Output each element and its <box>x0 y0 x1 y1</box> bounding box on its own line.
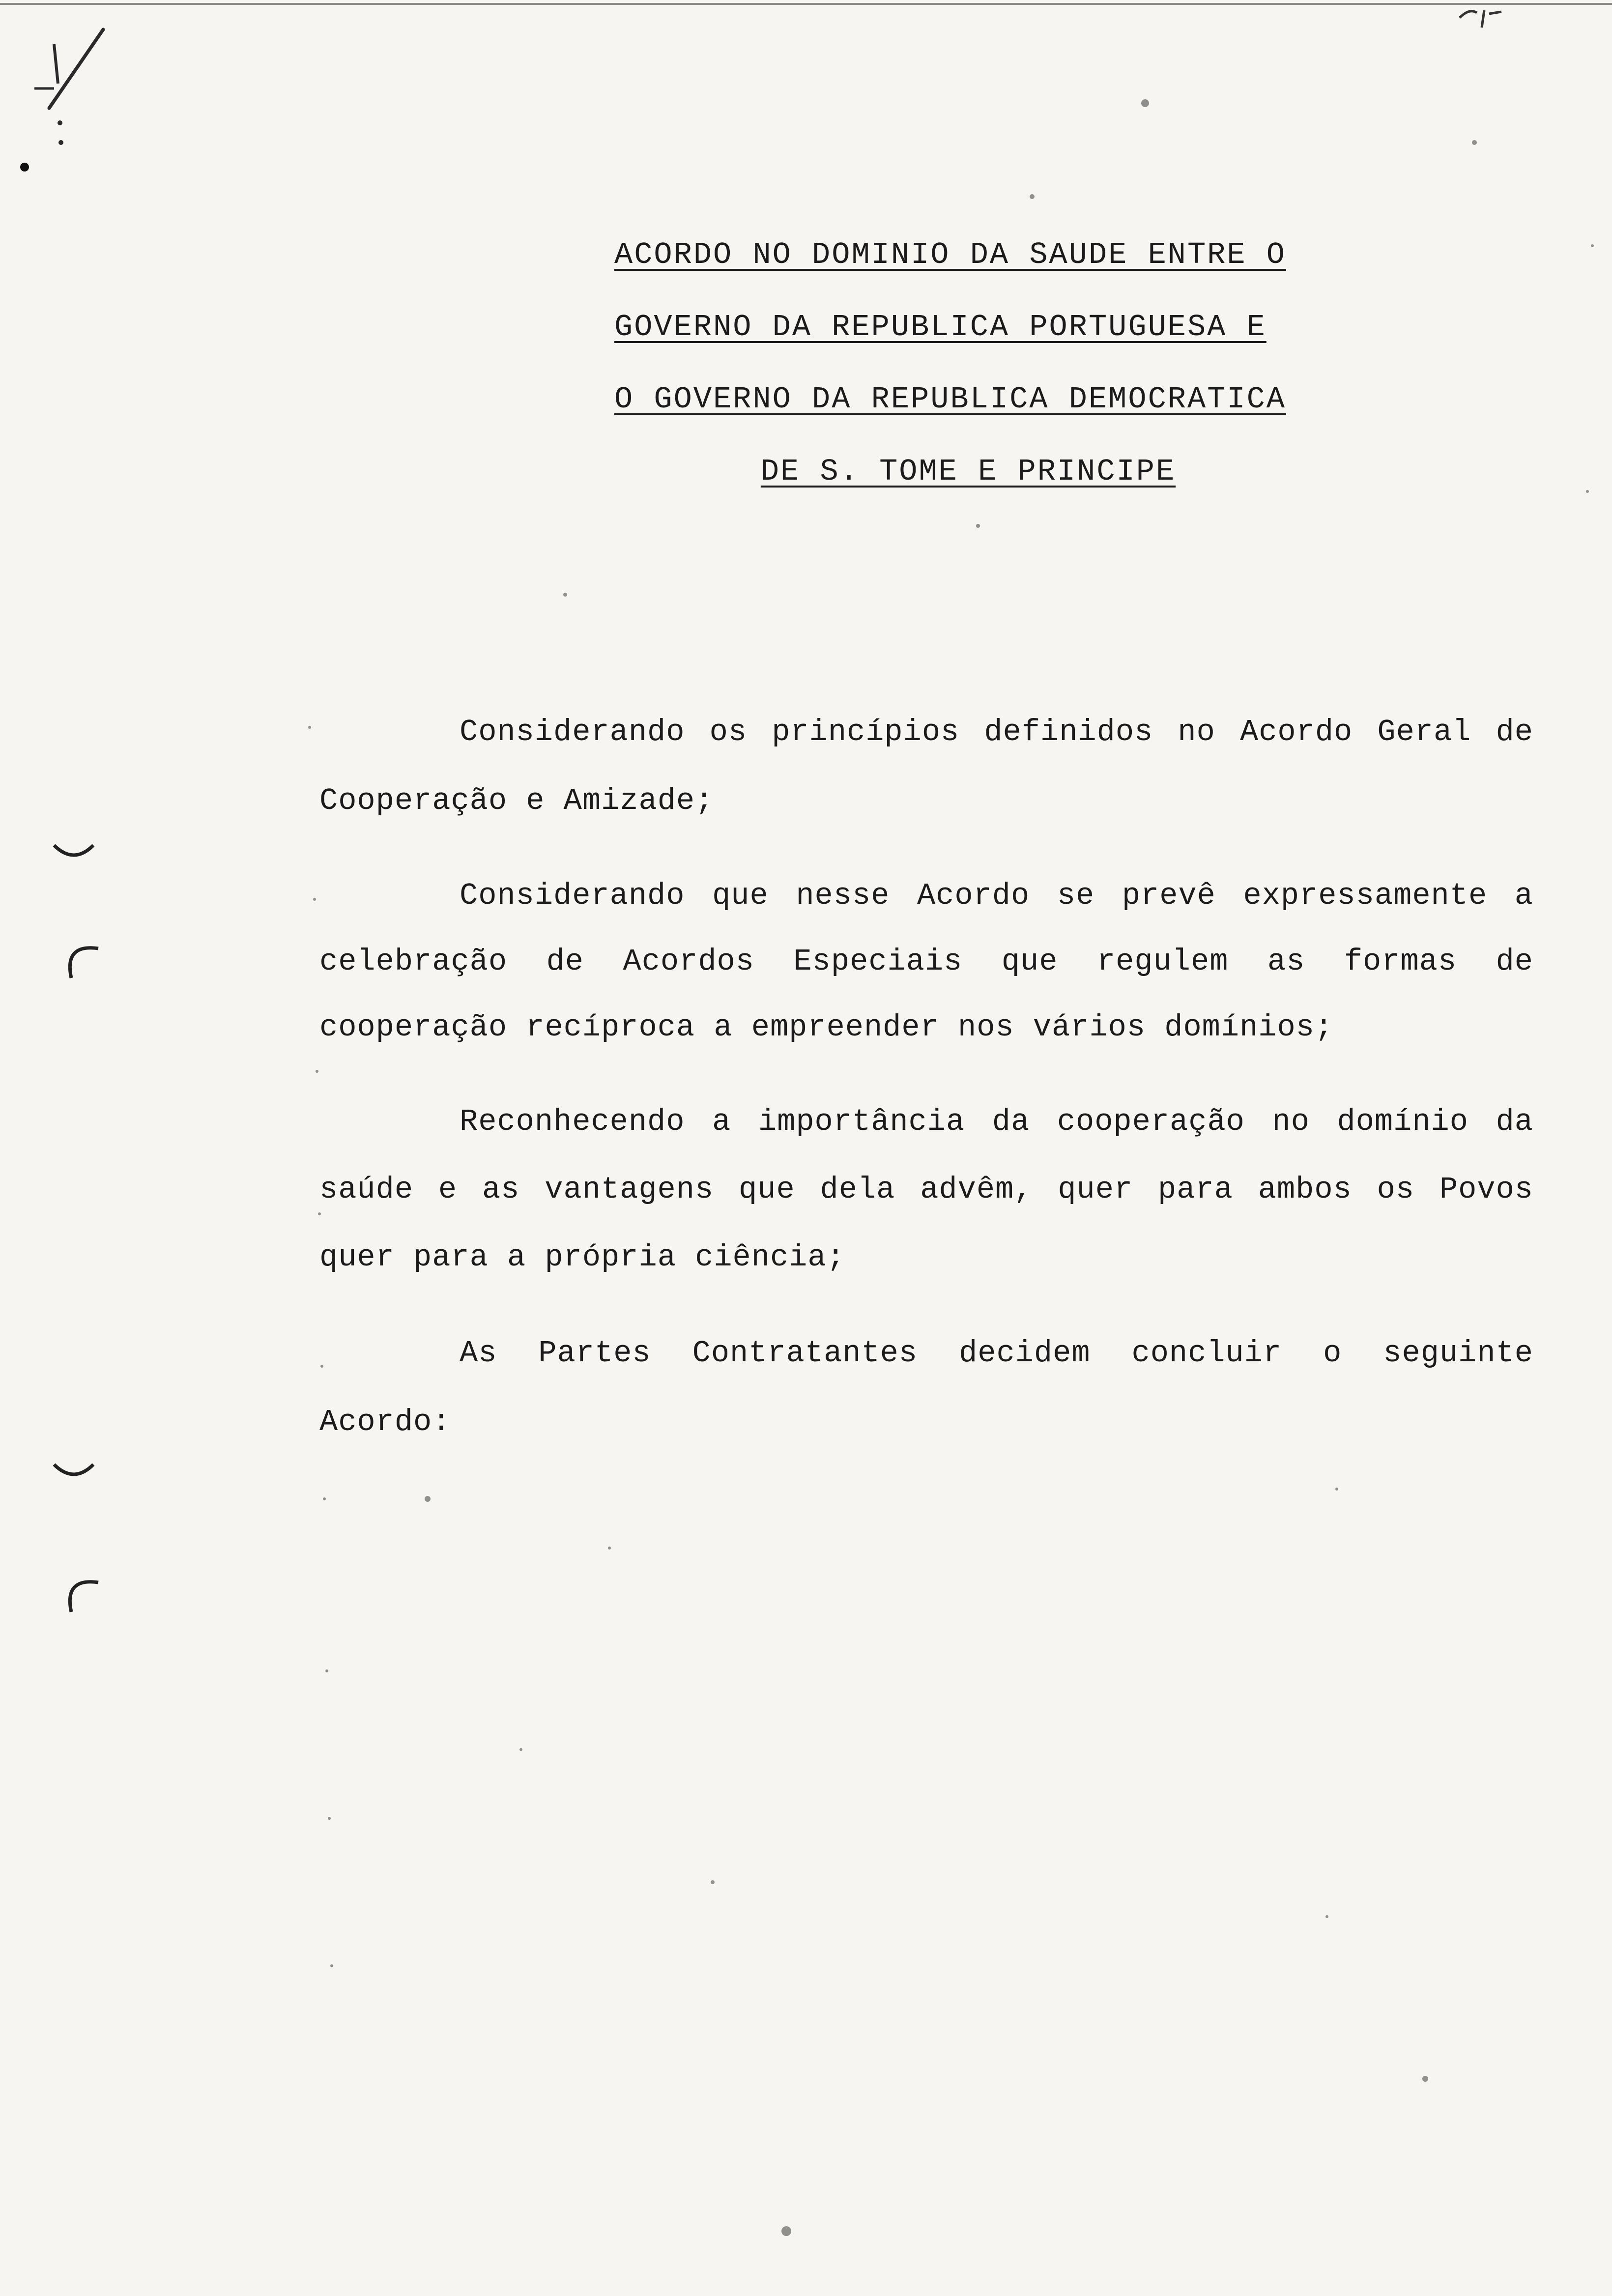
paragraph-parties-decide: As Partes Contratantes decidem concluir o seguinte Acordo: <box>319 1336 1533 1439</box>
paragraph-recognizing-health-cooperation: Reconhecendo a importância da cooperação no domínio da saúde e as vantagens que dela advêm, quer para ambos os Povos quer para a própria ciência; <box>319 1104 1533 1275</box>
agreement-title <box>614 219 1322 508</box>
title-line-3: O GOVERNO DA REPUBLICA DEMOCRATICA <box>614 382 1287 417</box>
title-line-2: GOVERNO DA REPUBLICA PORTUGUESA E <box>614 310 1267 344</box>
title-line-1: ACORDO NO DOMINIO DA SAUDE ENTRE O <box>614 237 1287 272</box>
handwritten-page-mark <box>20 10 118 187</box>
paragraph-considering-special-agreements: Considerando que nesse Acordo se prevê expressamente a celebração de Acordos Especiais que regulem as formas de cooperação recíproca a empreender nos vários domínios; <box>319 878 1533 1045</box>
page-top-edge <box>0 3 1612 5</box>
document-body <box>319 698 1533 1457</box>
paragraph-considering-principles: Considerando os princípios definidos no Acordo Geral de Cooperação e Amizade; <box>319 715 1533 818</box>
title-line-4: DE S. TOME E PRINCIPE <box>760 454 1176 489</box>
top-right-pen-mark <box>1455 3 1514 32</box>
binding-hole-marks <box>44 826 123 1632</box>
